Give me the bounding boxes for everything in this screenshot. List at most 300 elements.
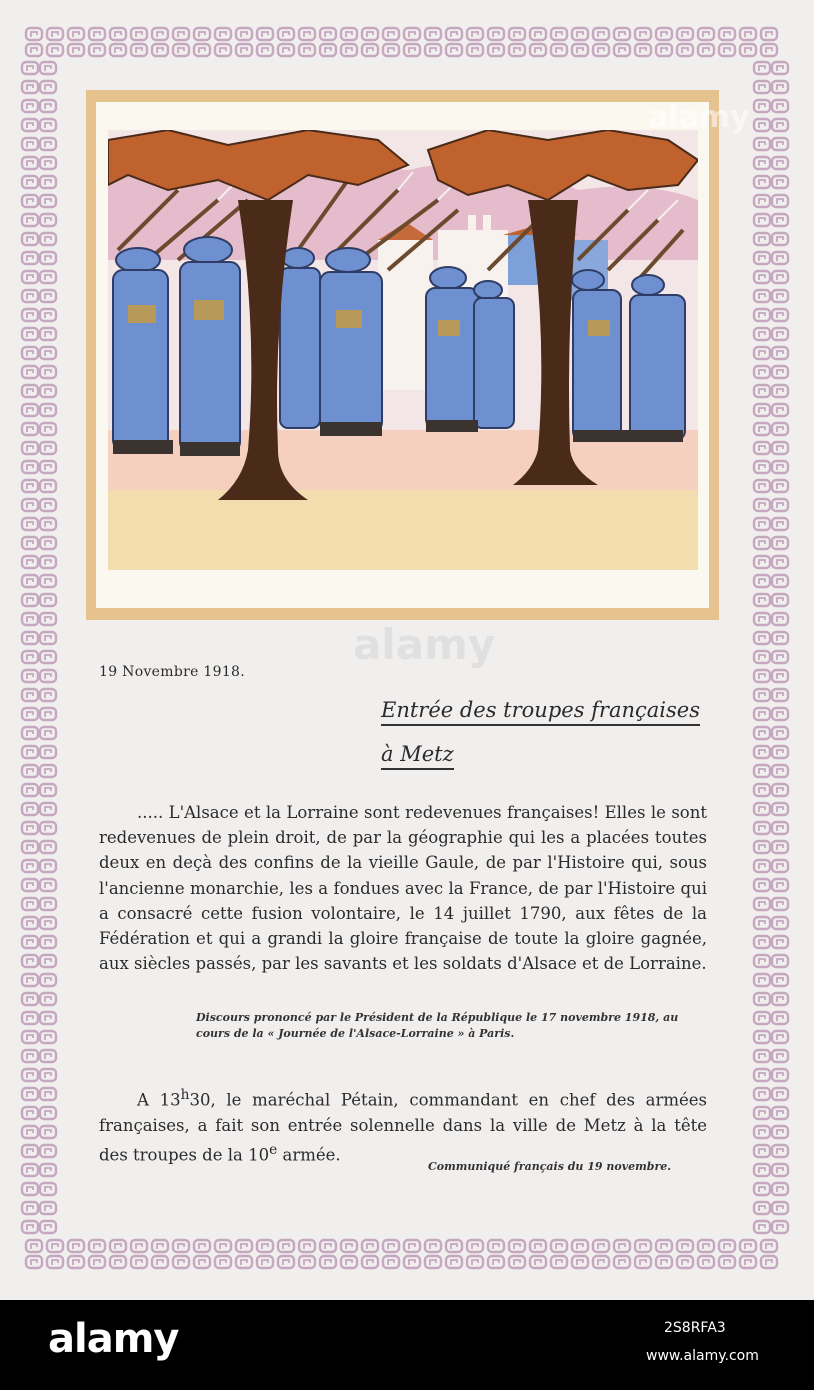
border-motif xyxy=(446,1240,462,1252)
border-motif xyxy=(40,1031,56,1043)
border-motif xyxy=(551,28,567,40)
border-motif xyxy=(754,1164,770,1176)
border-motif xyxy=(446,44,462,56)
border-motif xyxy=(772,404,788,416)
border-motif xyxy=(22,1145,38,1157)
border-motif xyxy=(772,1126,788,1138)
site-url: www.alamy.com xyxy=(646,1348,759,1364)
border-motif xyxy=(754,784,770,796)
border-motif xyxy=(754,423,770,435)
border-motif xyxy=(754,404,770,416)
border-motif xyxy=(22,746,38,758)
border-motif xyxy=(40,746,56,758)
border-motif xyxy=(22,100,38,112)
border-motif xyxy=(40,613,56,625)
border-motif xyxy=(22,461,38,473)
border-motif xyxy=(772,252,788,264)
border-motif xyxy=(215,1240,231,1252)
border-motif xyxy=(89,44,105,56)
border-motif xyxy=(754,271,770,283)
border-motif xyxy=(719,28,735,40)
border-motif xyxy=(614,1256,630,1268)
border-motif xyxy=(47,28,63,40)
border-motif xyxy=(320,44,336,56)
border-motif xyxy=(754,708,770,720)
border-motif xyxy=(404,1256,420,1268)
border-motif xyxy=(754,290,770,302)
border-motif xyxy=(341,28,357,40)
border-motif xyxy=(22,214,38,226)
border-motif xyxy=(404,44,420,56)
border-motif xyxy=(572,44,588,56)
border-motif xyxy=(278,1240,294,1252)
border-motif xyxy=(40,442,56,454)
border-motif xyxy=(754,1088,770,1100)
border-motif xyxy=(772,803,788,815)
border-motif xyxy=(772,613,788,625)
border-motif xyxy=(772,1088,788,1100)
border-motif xyxy=(40,1050,56,1062)
border-motif xyxy=(22,537,38,549)
border-motif xyxy=(772,537,788,549)
border-motif xyxy=(173,1256,189,1268)
border-motif xyxy=(194,1240,210,1252)
border-motif xyxy=(772,62,788,74)
border-motif xyxy=(26,1256,42,1268)
border-motif xyxy=(754,822,770,834)
border-motif xyxy=(152,1240,168,1252)
border-motif xyxy=(22,62,38,74)
border-motif xyxy=(754,689,770,701)
border-motif xyxy=(299,1256,315,1268)
border-motif xyxy=(772,385,788,397)
border-motif xyxy=(341,1240,357,1252)
border-motif xyxy=(194,44,210,56)
border-motif xyxy=(754,480,770,492)
border-motif xyxy=(40,290,56,302)
border-motif xyxy=(40,784,56,796)
border-motif xyxy=(22,271,38,283)
border-motif xyxy=(40,803,56,815)
border-motif xyxy=(656,28,672,40)
border-motif xyxy=(194,28,210,40)
border-motif xyxy=(614,28,630,40)
border-motif xyxy=(40,1069,56,1081)
border-motif xyxy=(754,955,770,967)
border-motif xyxy=(215,28,231,40)
border-motif xyxy=(131,28,147,40)
border-motif xyxy=(404,1240,420,1252)
border-motif xyxy=(22,328,38,340)
border-motif xyxy=(467,1240,483,1252)
border-motif xyxy=(772,879,788,891)
border-motif xyxy=(131,44,147,56)
border-motif xyxy=(772,366,788,378)
border-motif xyxy=(110,28,126,40)
border-motif xyxy=(467,44,483,56)
border-motif xyxy=(754,993,770,1005)
border-motif xyxy=(278,44,294,56)
border-motif xyxy=(754,309,770,321)
border-motif xyxy=(530,1256,546,1268)
communique-paragraph xyxy=(99,1083,707,1168)
border-motif xyxy=(656,1256,672,1268)
border-motif xyxy=(22,613,38,625)
border-motif xyxy=(772,898,788,910)
border-motif xyxy=(22,1221,38,1233)
border-motif xyxy=(40,1107,56,1119)
border-motif xyxy=(341,44,357,56)
border-motif xyxy=(754,803,770,815)
border-motif xyxy=(257,28,273,40)
border-motif xyxy=(593,28,609,40)
border-motif xyxy=(40,100,56,112)
border-motif xyxy=(22,176,38,188)
border-motif xyxy=(22,1088,38,1100)
border-motif xyxy=(698,1240,714,1252)
border-motif xyxy=(22,157,38,169)
border-motif xyxy=(754,594,770,606)
border-motif xyxy=(761,44,777,56)
border-motif xyxy=(22,138,38,150)
border-motif xyxy=(22,290,38,302)
border-motif xyxy=(677,44,693,56)
border-motif xyxy=(772,442,788,454)
border-motif xyxy=(40,138,56,150)
border-motif xyxy=(754,670,770,682)
border-motif xyxy=(754,1183,770,1195)
border-motif xyxy=(22,309,38,321)
border-motif xyxy=(236,28,252,40)
border-motif xyxy=(761,1240,777,1252)
border-motif xyxy=(383,1240,399,1252)
border-motif xyxy=(772,1221,788,1233)
border-motif xyxy=(22,385,38,397)
border-motif xyxy=(68,44,84,56)
border-motif xyxy=(488,1240,504,1252)
border-motif xyxy=(772,176,788,188)
border-motif xyxy=(278,28,294,40)
border-motif xyxy=(772,214,788,226)
border-motif xyxy=(509,44,525,56)
border-motif xyxy=(772,271,788,283)
border-motif xyxy=(772,1183,788,1195)
border-motif xyxy=(488,1256,504,1268)
border-motif xyxy=(40,860,56,872)
border-motif xyxy=(26,1240,42,1252)
watermark-middle: alamy xyxy=(353,620,496,669)
border-motif xyxy=(754,157,770,169)
border-motif xyxy=(22,1126,38,1138)
border-motif xyxy=(40,1183,56,1195)
border-motif xyxy=(772,632,788,644)
border-motif xyxy=(362,1240,378,1252)
border-motif xyxy=(677,1240,693,1252)
border-motif xyxy=(754,727,770,739)
border-motif xyxy=(754,62,770,74)
border-motif xyxy=(772,651,788,663)
border-motif xyxy=(152,28,168,40)
border-motif xyxy=(593,1240,609,1252)
border-motif xyxy=(22,404,38,416)
border-motif xyxy=(40,1126,56,1138)
border-motif xyxy=(22,1012,38,1024)
border-motif xyxy=(772,708,788,720)
border-motif xyxy=(719,1256,735,1268)
border-motif xyxy=(754,328,770,340)
border-motif xyxy=(614,1240,630,1252)
border-motif xyxy=(509,28,525,40)
border-motif xyxy=(22,556,38,568)
border-motif xyxy=(40,556,56,568)
border-motif xyxy=(22,879,38,891)
border-motif xyxy=(362,1256,378,1268)
border-motif xyxy=(40,993,56,1005)
border-motif xyxy=(257,1240,273,1252)
border-motif xyxy=(40,1145,56,1157)
border-motif xyxy=(26,28,42,40)
border-motif xyxy=(40,1221,56,1233)
border-motif xyxy=(772,575,788,587)
border-motif xyxy=(22,1069,38,1081)
border-motif xyxy=(754,385,770,397)
border-motif xyxy=(772,860,788,872)
border-motif xyxy=(754,1107,770,1119)
illustration-panel xyxy=(96,102,709,608)
border-motif xyxy=(89,28,105,40)
border-motif xyxy=(40,404,56,416)
border-motif xyxy=(68,1256,84,1268)
border-motif xyxy=(22,1202,38,1214)
border-motif xyxy=(772,974,788,986)
border-motif xyxy=(754,860,770,872)
border-motif xyxy=(40,822,56,834)
border-motif xyxy=(772,461,788,473)
border-motif xyxy=(40,632,56,644)
border-motif xyxy=(754,176,770,188)
border-motif xyxy=(22,1107,38,1119)
border-motif xyxy=(40,974,56,986)
border-motif xyxy=(89,1256,105,1268)
border-motif xyxy=(22,936,38,948)
border-motif xyxy=(215,1256,231,1268)
border-motif xyxy=(22,480,38,492)
border-motif xyxy=(22,727,38,739)
border-motif xyxy=(173,1240,189,1252)
border-motif xyxy=(236,1256,252,1268)
border-motif xyxy=(772,936,788,948)
border-motif xyxy=(22,442,38,454)
border-motif xyxy=(593,1256,609,1268)
border-motif xyxy=(719,1240,735,1252)
border-motif xyxy=(772,955,788,967)
border-motif xyxy=(236,1240,252,1252)
border-motif xyxy=(40,955,56,967)
border-motif xyxy=(40,157,56,169)
border-motif xyxy=(754,1145,770,1157)
border-motif xyxy=(22,499,38,511)
border-motif xyxy=(772,841,788,853)
border-motif xyxy=(740,1256,756,1268)
illustration-frame xyxy=(86,90,719,620)
border-motif xyxy=(40,917,56,929)
border-motif xyxy=(754,1202,770,1214)
border-motif xyxy=(698,44,714,56)
border-motif xyxy=(40,670,56,682)
border-motif xyxy=(383,44,399,56)
border-motif xyxy=(47,1256,63,1268)
border-motif xyxy=(22,955,38,967)
border-motif xyxy=(40,689,56,701)
border-motif xyxy=(772,480,788,492)
border-motif xyxy=(772,233,788,245)
border-motif xyxy=(22,252,38,264)
border-motif xyxy=(772,499,788,511)
border-motif xyxy=(152,44,168,56)
paragraph-1: ..... L'Alsace et la Lorraine sont redevenues françaises! Elles le sont redevenues de plein droit, de par la géographie qui les a placées toutes deux en deçà des confins de la vieille Gaule, de par l'Histoire qui, sous l'ancienne monarchie, les a fondues avec la France, de par l'Histoire qui a consacré cette fusion volontaire, le 14 juillet 1790, aux fêtes de la Fédération et qui a grandi la gloire française de toute la gloire gagnée, aux siècles passés, par les savants et les soldats d'Alsace et de Lorraine. xyxy=(99,803,707,974)
border-motif xyxy=(47,44,63,56)
border-motif xyxy=(772,347,788,359)
border-motif xyxy=(215,44,231,56)
border-motif xyxy=(754,575,770,587)
border-motif xyxy=(40,499,56,511)
border-motif xyxy=(194,1256,210,1268)
border-motif xyxy=(22,765,38,777)
border-motif xyxy=(22,689,38,701)
border-motif xyxy=(446,1256,462,1268)
border-motif xyxy=(754,841,770,853)
border-motif xyxy=(772,993,788,1005)
border-motif xyxy=(740,28,756,40)
border-motif xyxy=(40,537,56,549)
border-motif xyxy=(40,309,56,321)
border-motif xyxy=(698,1256,714,1268)
border-motif xyxy=(772,556,788,568)
border-motif xyxy=(425,44,441,56)
border-motif xyxy=(22,423,38,435)
border-motif xyxy=(299,44,315,56)
border-motif xyxy=(772,309,788,321)
border-motif xyxy=(677,1256,693,1268)
border-motif xyxy=(383,1256,399,1268)
border-motif xyxy=(754,1126,770,1138)
border-motif xyxy=(754,442,770,454)
border-motif xyxy=(772,822,788,834)
border-motif xyxy=(40,898,56,910)
border-motif xyxy=(772,594,788,606)
border-motif xyxy=(299,1240,315,1252)
border-motif xyxy=(754,613,770,625)
border-motif xyxy=(26,44,42,56)
border-motif xyxy=(754,917,770,929)
image-id: 2S8RFA3 xyxy=(664,1320,726,1336)
border-motif xyxy=(772,328,788,340)
border-motif xyxy=(772,746,788,758)
border-motif xyxy=(772,1012,788,1024)
border-motif xyxy=(488,44,504,56)
paragraph-2-mid: 30, le maréchal Pétain, commandant en chef des armées françaises, a fait son entrée solennelle dans la ville de Metz à la tête des troupes de la 10 xyxy=(99,1090,708,1165)
border-motif xyxy=(772,518,788,530)
border-motif xyxy=(40,176,56,188)
border-motif xyxy=(110,1240,126,1252)
paragraph-2 xyxy=(99,1083,707,1168)
border-motif xyxy=(754,936,770,948)
border-motif xyxy=(754,499,770,511)
border-motif xyxy=(40,195,56,207)
border-motif xyxy=(40,252,56,264)
border-motif xyxy=(257,44,273,56)
border-motif xyxy=(362,28,378,40)
border-motif xyxy=(22,803,38,815)
border-motif xyxy=(22,784,38,796)
border-motif xyxy=(22,518,38,530)
border-motif xyxy=(40,1012,56,1024)
border-motif xyxy=(772,1050,788,1062)
border-motif xyxy=(551,44,567,56)
border-motif xyxy=(572,1240,588,1252)
border-motif xyxy=(772,670,788,682)
border-motif xyxy=(68,28,84,40)
border-motif xyxy=(40,518,56,530)
border-motif xyxy=(22,1164,38,1176)
border-motif xyxy=(40,575,56,587)
soldiers-marching-illustration xyxy=(108,130,698,570)
border-motif xyxy=(509,1256,525,1268)
border-motif xyxy=(572,1256,588,1268)
border-motif xyxy=(614,44,630,56)
border-motif xyxy=(772,81,788,93)
border-motif xyxy=(40,62,56,74)
border-motif xyxy=(593,44,609,56)
border-motif xyxy=(488,28,504,40)
title-line-1: Entrée des troupes françaises xyxy=(381,698,700,726)
border-motif xyxy=(772,727,788,739)
border-motif xyxy=(22,1031,38,1043)
quote-attribution: Discours prononcé par le Président de la République le 17 novembre 1918, au cours de la « Journée de l'Alsace-Lorraine » à Paris. xyxy=(196,1011,679,1040)
border-motif xyxy=(22,651,38,663)
border-motif xyxy=(383,28,399,40)
border-motif xyxy=(754,119,770,131)
border-motif xyxy=(40,879,56,891)
border-motif xyxy=(320,1240,336,1252)
border-motif xyxy=(40,81,56,93)
border-motif xyxy=(754,195,770,207)
border-motif xyxy=(754,1221,770,1233)
border-motif xyxy=(772,784,788,796)
border-motif xyxy=(341,1256,357,1268)
border-motif xyxy=(754,765,770,777)
border-motif xyxy=(299,28,315,40)
border-motif xyxy=(40,727,56,739)
superscript-h: h xyxy=(180,1087,190,1103)
border-motif xyxy=(635,44,651,56)
border-motif xyxy=(754,537,770,549)
border-motif xyxy=(22,233,38,245)
border-motif xyxy=(530,28,546,40)
border-motif xyxy=(22,594,38,606)
border-motif xyxy=(772,119,788,131)
border-motif xyxy=(698,28,714,40)
border-motif xyxy=(635,1256,651,1268)
border-motif xyxy=(40,708,56,720)
border-motif xyxy=(40,271,56,283)
border-motif xyxy=(22,708,38,720)
border-motif xyxy=(754,233,770,245)
border-motif xyxy=(236,44,252,56)
quote-paragraph xyxy=(99,800,707,976)
border-motif xyxy=(22,575,38,587)
border-motif xyxy=(425,1240,441,1252)
